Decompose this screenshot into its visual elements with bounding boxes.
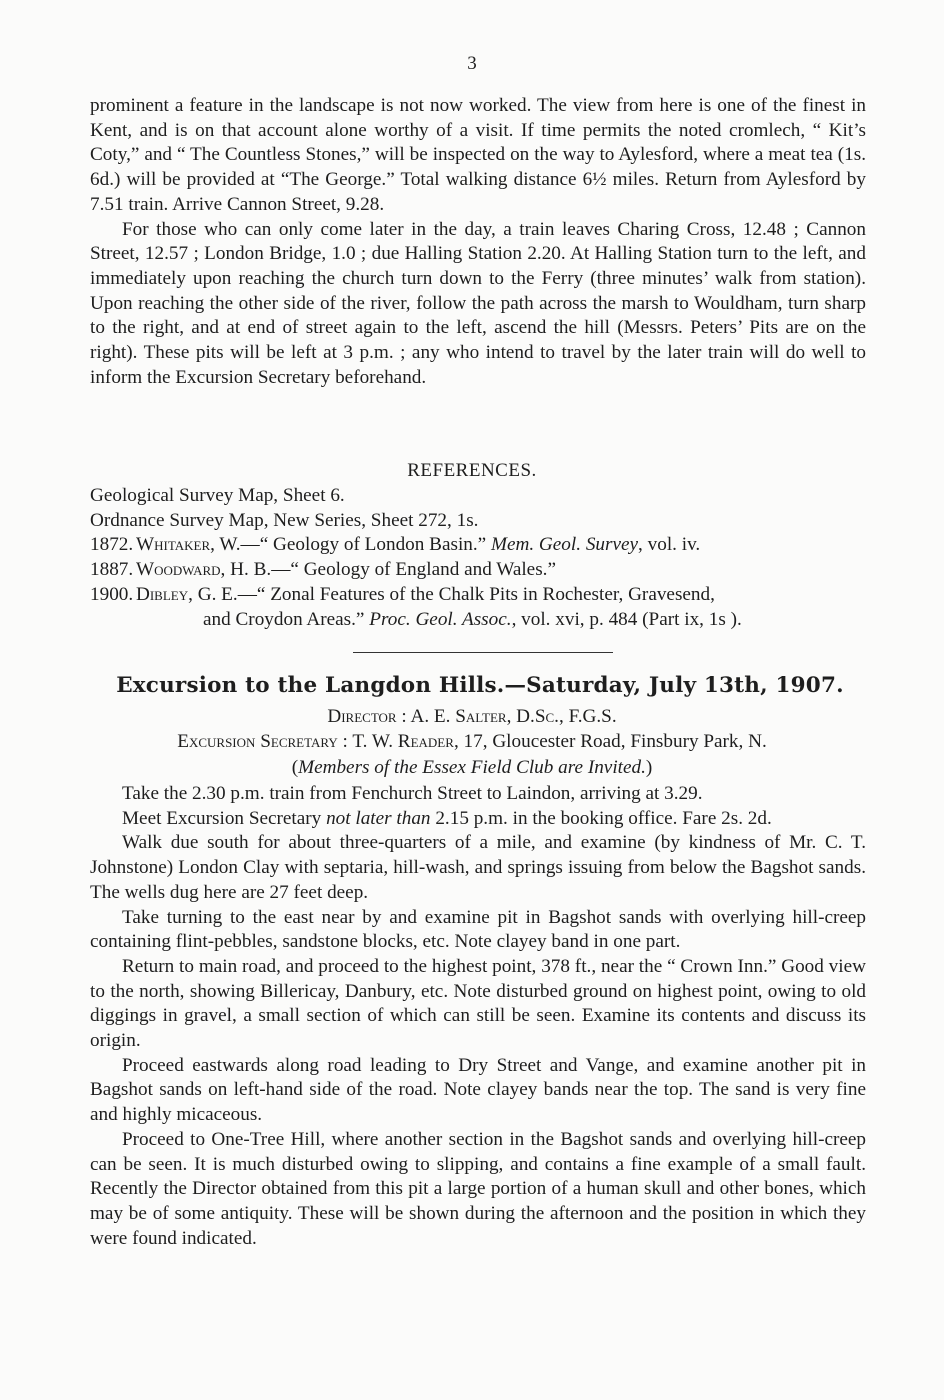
page-number: 3 <box>467 53 477 74</box>
secretary-line <box>0 731 944 753</box>
text: 2.15 p.m. in the booking office. Fare 2s. 2d. <box>430 807 772 829</box>
reference-entry <box>90 558 866 583</box>
text: Meet Excursion Secretary <box>122 807 327 829</box>
secretary-name: T. W. Reader <box>352 731 454 752</box>
reference-year: 1872. <box>90 534 134 556</box>
paragraph: Walk due south for about three-quarters of a mile, and examine (by kindness of Mr. C. T. Johnstone) London Clay with septaria, hill-wash, and springs issuing from below the Bagshot sands. The wells dug here are 27 feet deep. <box>90 832 866 903</box>
invitation-note: (Members of the Essex Field Club are Invited.) <box>291 757 653 778</box>
paragraph <box>90 807 866 832</box>
reference-entry <box>90 533 866 558</box>
reference-journal: Mem. Geol. Survey <box>490 534 639 556</box>
reference-year: 1887. <box>90 559 134 581</box>
reference-title: —“ Geology of England and Wales.” <box>271 559 556 581</box>
secretary-label: Excursion Secretary : <box>177 731 353 752</box>
reference-title: —“ Zonal Features of the Chalk Pits in Rochester, Gravesend, <box>237 583 715 605</box>
references-list <box>90 484 866 632</box>
continued-section <box>90 94 866 390</box>
reference-title: —“ Geology of London Basin.” <box>240 534 491 556</box>
paragraph: Take turning to the east near by and examine pit in Bagshot sands with overlying hill-creep containing flint-pebbles, sandstone blocks, etc. Note clayey band in one part. <box>90 906 866 953</box>
references-heading: REFERENCES. <box>407 460 537 481</box>
director-label: Director : <box>327 706 411 727</box>
reference-line: Geological Survey Map, Sheet 6. <box>90 485 345 506</box>
reference-author: Dibley, G. E. <box>136 583 238 605</box>
paragraph: Take the 2.30 p.m. train from Fenchurch Street to Laindon, arriving at 3.29. <box>122 783 703 804</box>
paragraph: Return to main road, and proceed to the highest point, 378 ft., near the “ Crown Inn.” Good view to the north, showing Billericay, Danbury, etc. Note disturbed ground on highest point, owing to old diggings in gravel, a small section of which can still be seen. Examine its contents and discuss its origin. <box>90 955 866 1052</box>
reference-line: Ordnance Survey Map, New Series, Sheet 272, 1s. <box>90 509 479 531</box>
section-divider <box>353 652 613 653</box>
invitation-text: Members of the Essex Field Club are Invited. <box>298 757 646 778</box>
reference-title: and Croydon Areas.” <box>203 608 370 630</box>
director-line <box>0 706 944 728</box>
emphasis: not later than <box>326 807 431 829</box>
paragraph: For those who can only come later in the day, a train leaves Charing Cross, 12.48 ; Cannon Street, 12.57 ; London Bridge, 1.0 ; due Halling Station 2.20. At Halling Station turn to the left, and immediately upon reaching the church turn down to the Ferry (three minutes’ walk from station). Upon reaching the other side of the river, follow the path across the marsh to Wouldham, turn sharp to the right, and at end of street again to the left, ascend the hill (Messrs. Peters’ Pits are on the right). These pits will be left at 3 p.m. ; any who intend to travel by the later train will do well to inform the Excursion Secretary beforehand. <box>90 218 866 388</box>
reference-entry <box>90 583 866 608</box>
reference-year: 1900. <box>90 583 134 605</box>
paragraph: Proceed to One-Tree Hill, where another section in the Bagshot sands and overlying hill-creep can be seen. It is much disturbed owing to slipping, and contains a fine example of a small fault. Recently the Director obtained from this pit a large portion of a human skull and other bones, which may be of some antiquity. These will be shown during the afternoon and the position in which they were found indicated. <box>90 1128 866 1249</box>
excursion-title: Excursion to the Langdon Hills.—Saturday, July 13th, 1907. <box>116 673 844 698</box>
reference-tail: , vol. xvi, p. 484 (Part ix, 1s ). <box>511 608 742 630</box>
director-value: A. E. Salter, D.Sc., F.G.S. <box>410 706 617 727</box>
reference-author: Woodward, H. B. <box>136 559 272 581</box>
reference-journal: Proc. Geol. Assoc. <box>369 608 512 630</box>
reference-continuation <box>90 608 866 633</box>
paragraph: Proceed eastwards along road leading to Dry Street and Vange, and examine another pit in Bagshot sands on left-hand side of the road. Note clayey bands near the top. The sand is very fine and highly micaceous. <box>90 1054 866 1126</box>
reference-tail: , vol. iv. <box>638 534 701 556</box>
reference-author: Whitaker, W. <box>136 534 241 556</box>
paragraph: prominent a feature in the landscape is not now worked. The view from here is one of the finest in Kent, and is on that account alone worthy of a visit. If time permits the noted cromlech, “ Kit’s Coty,” and “ The Countless Stones,” will be inspected on the way to Aylesford, where a meat tea (1s. 6d.) will be provided at “The George.” Total walking distance 6½ miles. Return from Aylesford by 7.51 train. Arrive Cannon Street, 9.28. <box>90 95 866 215</box>
excursion-body <box>90 782 866 1251</box>
secretary-address: , 17, Gloucester Road, Finsbury Park, N. <box>453 731 767 752</box>
